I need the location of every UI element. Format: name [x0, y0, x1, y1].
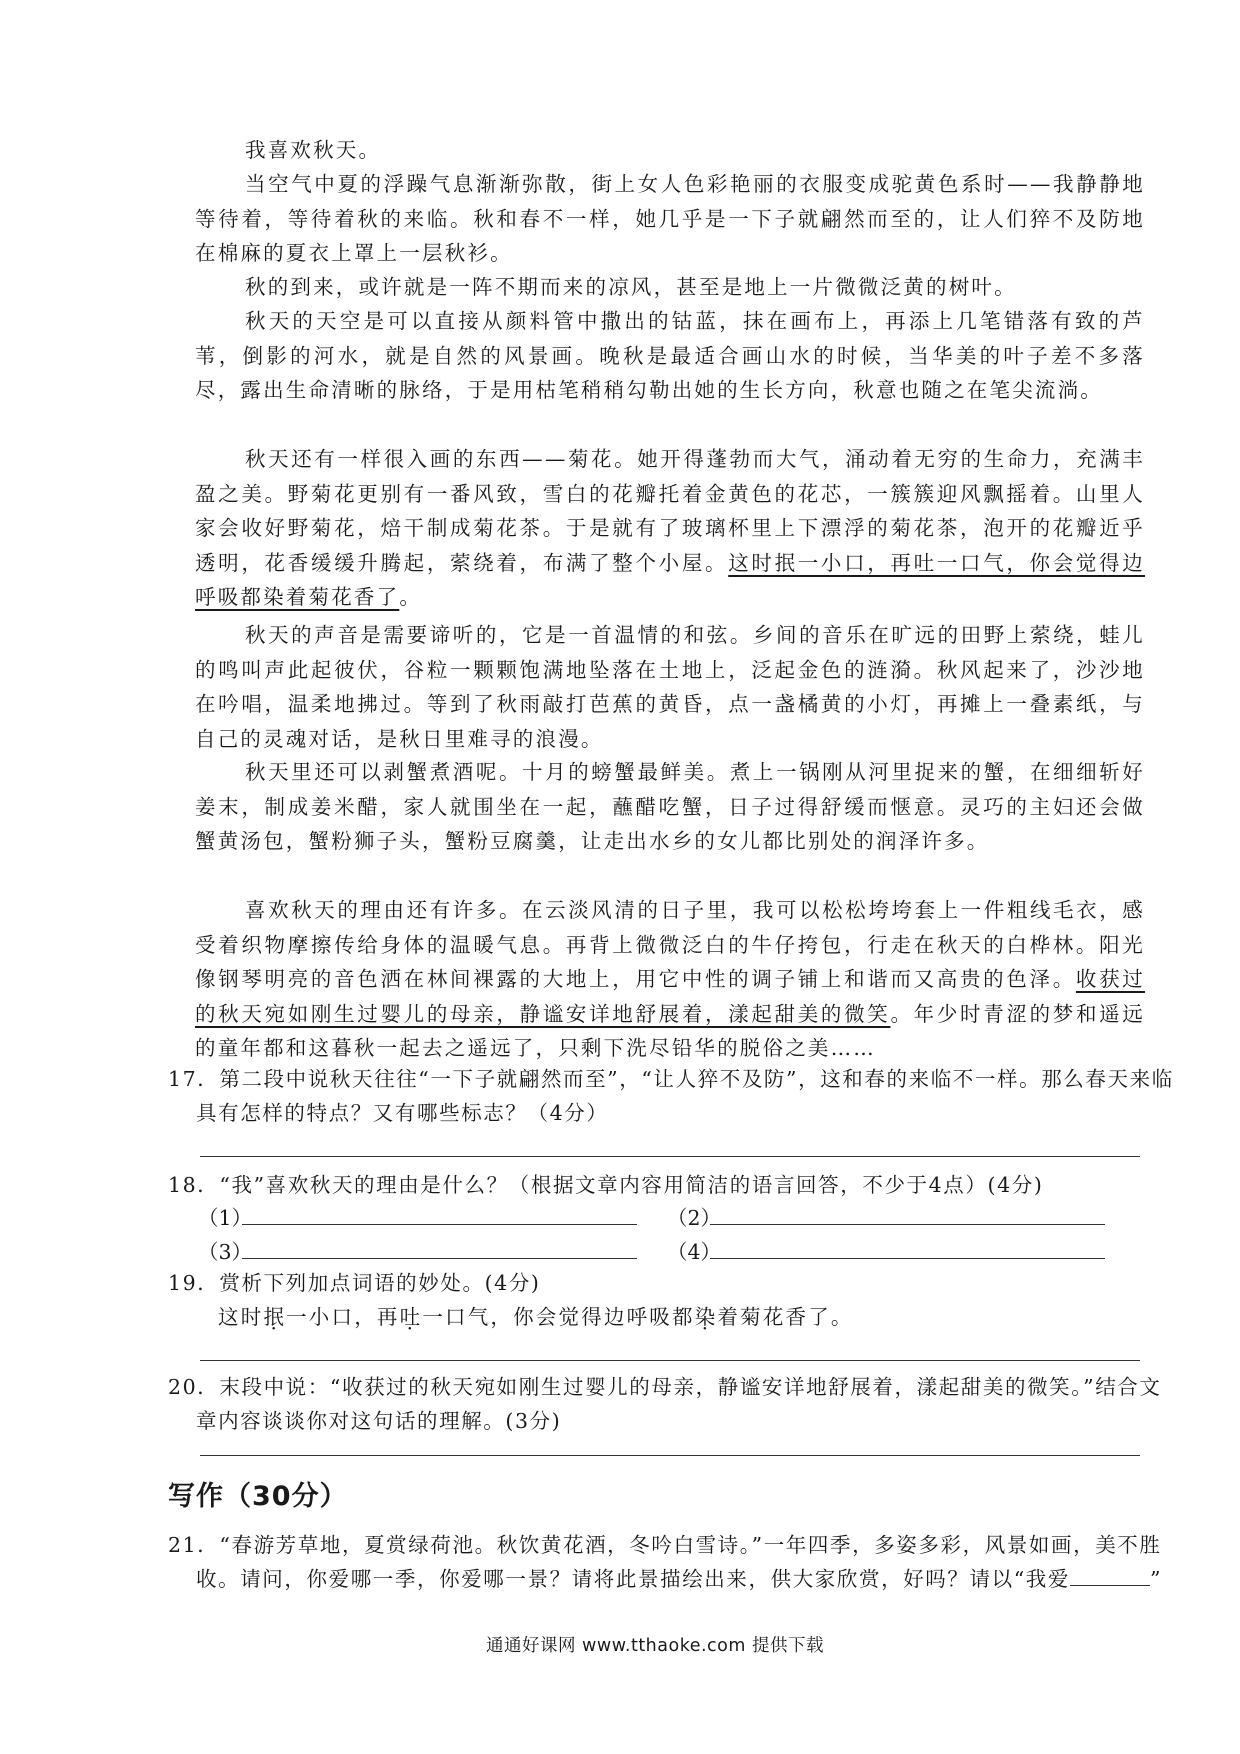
answer-line-19[interactable]: [200, 1360, 1140, 1361]
underlined-sentence-autumn-mother: 收获过的秋天宛如刚生过婴儿的母亲，静谧安详地舒展着，漾起甜美的微笑: [195, 967, 1145, 1026]
question-21-quote-end: ”: [1149, 1567, 1163, 1591]
underlined-sentence-chrysanthemum: 这时抿一小口，再吐一口气，你会觉得边呼吸都染着菊花香了: [195, 550, 1145, 609]
answer-label-18-1: （1）: [198, 1206, 253, 1230]
passage-paragraph-6: 秋天的声音是需要谛听的，它是一首温情的和弦。乡间的音乐在旷远的田野上萦绕，蛙儿的鸣叫声此起彼伏，谷粒一颗颗饱满地坠落在土地上，泛起金色的涟漪。秋风起来了，沙沙地在吟唱，温柔地拂过。等到了秋雨敲打芭蕉的黄昏，点一盏橘黄的小灯，再摊上一叠素纸，与自己的灵魂对话，是秋日里难寻的浪漫。: [195, 623, 1145, 751]
question-21-text: 21．“春游芳草地，夏赏绿荷池。秋饮黄花酒，冬吟白雪诗。”一年四季，多姿多彩，风景如画，美不胜收。请问，你爱哪一季，你爱哪一景？请将此景描绘出来，供大家欣赏，好吗？请以“我爱: [168, 1533, 1162, 1591]
passage-paragraph-8-text: 喜欢秋天的理由还有许多。在云淡风清的日子里，我可以松松垮垮套上一件粗线毛衣，感受着织物摩擦传给身体的温暖气息。再背上微微泛白的牛仔挎包，行走在秋天的白桦林。阳光像钢琴明亮的音色洒在林间裸露的大地上，用它中性的调子铺上和谐而又高贵的色泽。: [195, 898, 1145, 991]
answer-label-18-4: （4）: [667, 1240, 722, 1264]
answer-line-18-2[interactable]: [710, 1224, 1105, 1225]
passage-paragraph-3: 秋的到来，或许就是一阵不期而来的凉风，甚至是地上一片微微泛黄的树叶。: [245, 275, 1017, 299]
writing-section-title: 写作（30分）: [168, 1481, 348, 1512]
answer-line-18-3[interactable]: [242, 1258, 637, 1259]
answer-line-17[interactable]: [200, 1156, 1140, 1157]
question-21: [168, 1528, 1181, 1596]
sentence-part-1: 这时: [218, 1305, 264, 1329]
passage-paragraph-5-text: 秋天还有一样很入画的东西——菊花。她开得蓬勃而大气，涌动着无穷的生命力，充满丰盈之美。野菊花更别有一番风致，雪白的花瓣托着金黄色的花芯，一簇簇迎风飘摇着。山里人家会收好野菊花，焙干制成菊花茶。于是就有了玻璃杯里上下漂浮的菊花茶，泡开的花瓣近乎透明，花香缓缓升腾起，萦绕着，布满了整个小屋。: [195, 447, 1145, 575]
question-18: 18．“我”喜欢秋天的理由是什么？（根据文章内容用简洁的语言回答，不少于4点）(4分): [168, 1173, 1044, 1197]
dotted-word-tu: 吐: [399, 1305, 423, 1329]
dotted-word-ran: 染: [694, 1305, 718, 1329]
answer-line-18-4[interactable]: [710, 1258, 1105, 1259]
sentence-part-2: 一小口，再: [286, 1305, 400, 1329]
question-19-sentence: [218, 1300, 1118, 1334]
footer-source: 通通好课网 www.tthaoke.com 提供下载: [486, 1636, 824, 1656]
answer-label-18-3: （3）: [198, 1240, 253, 1264]
passage-paragraph-5-end: 。: [399, 585, 423, 609]
passage-paragraph-7: 秋天里还可以剥蟹煮酒呢。十月的螃蟹最鲜美。煮上一锅刚从河里捉来的蟹，在细细斩好姜末，制成姜米醋，家人就围坐在一起，蘸醋吃蟹，日子过得舒缓而惬意。灵巧的主妇还会做蟹黄汤包，蟹粉狮子头，蟹粉豆腐羹，让走出水乡的女儿都比别处的润泽许多。: [195, 760, 1145, 853]
sentence-part-3: 一口气，你会觉得边呼吸都: [422, 1305, 695, 1329]
sentence-part-4: 着菊花香了。: [717, 1305, 854, 1329]
answer-line-18-1[interactable]: [242, 1224, 637, 1225]
question-19: 19．赏析下列加点词语的妙处。(4分): [168, 1271, 541, 1295]
answer-line-20[interactable]: [200, 1455, 1140, 1456]
passage-paragraph-8-end: 。年少时青涩的梦和遥远的童年都和这暮秋一起去之遥远了，只剩下洗尽铅华的脱俗之美……: [195, 1001, 1146, 1060]
passage-paragraph-8: [195, 893, 1145, 1066]
question-20: 20．末段中说：“收获过的秋天宛如刚生过婴儿的母亲，静谧安详地舒展着，漾起甜美的微笑。”结合文章内容谈谈你对这句话的理解。(3分): [168, 1375, 1162, 1433]
title-blank[interactable]: [1070, 1569, 1150, 1586]
dotted-word-min: 抿: [263, 1305, 287, 1329]
passage-paragraph-4: 秋天的天空是可以直接从颜料管中撒出的钴蓝，抹在画布上，再添上几笔错落有致的芦苇，倒影的河水，就是自然的风景画。晚秋是最适合画山水的时候，当华美的叶子差不多落尽，露出生命清晰的脉络，于是用枯笔稍稍勾勒出她的生长方向，秋意也随之在笔尖流淌。: [195, 309, 1145, 402]
question-17: 17．第二段中说秋天往往“一下子就翩然而至”，“让人猝不及防”，这和春的来临不一样。那么春天来临具有怎样的特点？又有哪些标志？（4分）: [168, 1067, 1174, 1125]
passage-paragraph-5: [195, 442, 1145, 615]
passage-paragraph-1: 我喜欢秋天。: [245, 138, 382, 162]
passage-paragraph-2: 当空气中夏的浮躁气息渐渐弥散，街上女人色彩艳丽的衣服变成驼黄色系时——我静静地等待着，等待着秋的来临。秋和春不一样，她几乎是一下子就翩然而至的，让人们猝不及防地在棉麻的夏衣上罩上一层秋衫。: [195, 172, 1145, 265]
answer-label-18-2: （2）: [667, 1206, 722, 1230]
